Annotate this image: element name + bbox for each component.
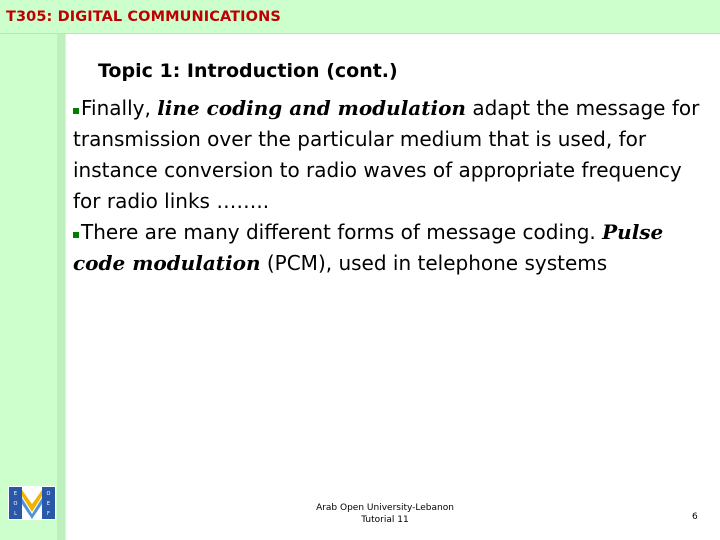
footer-tutorial: Tutorial 11 (361, 515, 409, 525)
paragraph1-lead: Finally, (81, 96, 158, 120)
slide-number: 6 (692, 512, 698, 522)
slide-footer (290, 502, 480, 526)
paragraph1-emphasis: line coding and modulation (157, 96, 466, 120)
bullet-square-icon (73, 232, 79, 238)
bullet-square-icon (73, 108, 79, 114)
topic-heading: Topic 1: Introduction (cont.) (98, 60, 398, 82)
course-title: T305: DIGITAL COMMUNICATIONS (6, 9, 281, 25)
bullet-paragraph-2 (73, 217, 713, 279)
svg-text:F: F (47, 511, 50, 517)
header-bar (0, 0, 720, 34)
paragraph2-emphasis: Pulse code modulation (73, 220, 664, 275)
svg-text:L: L (14, 511, 17, 517)
footer-institution: Arab Open University-Lebanon (316, 503, 454, 513)
svg-text:E: E (46, 501, 51, 507)
svg-text:O: O (46, 491, 51, 497)
eu-tempus-logo-icon (8, 486, 56, 520)
paragraph2-rest: (PCM), used in telephone systems (260, 251, 608, 275)
paragraph1-rest: adapt the message for transmission over the particular medium that is used, for instance conversion to radio waves of appropriate frequency for radio links …….. (73, 96, 700, 213)
bullet-paragraph-1 (73, 93, 713, 217)
sidebar-accent (57, 34, 65, 540)
paragraph2-lead: There are many different forms of message coding. (81, 220, 603, 244)
slide-content (73, 93, 713, 279)
svg-text:O: O (13, 501, 18, 507)
svg-text:E: E (13, 491, 18, 497)
